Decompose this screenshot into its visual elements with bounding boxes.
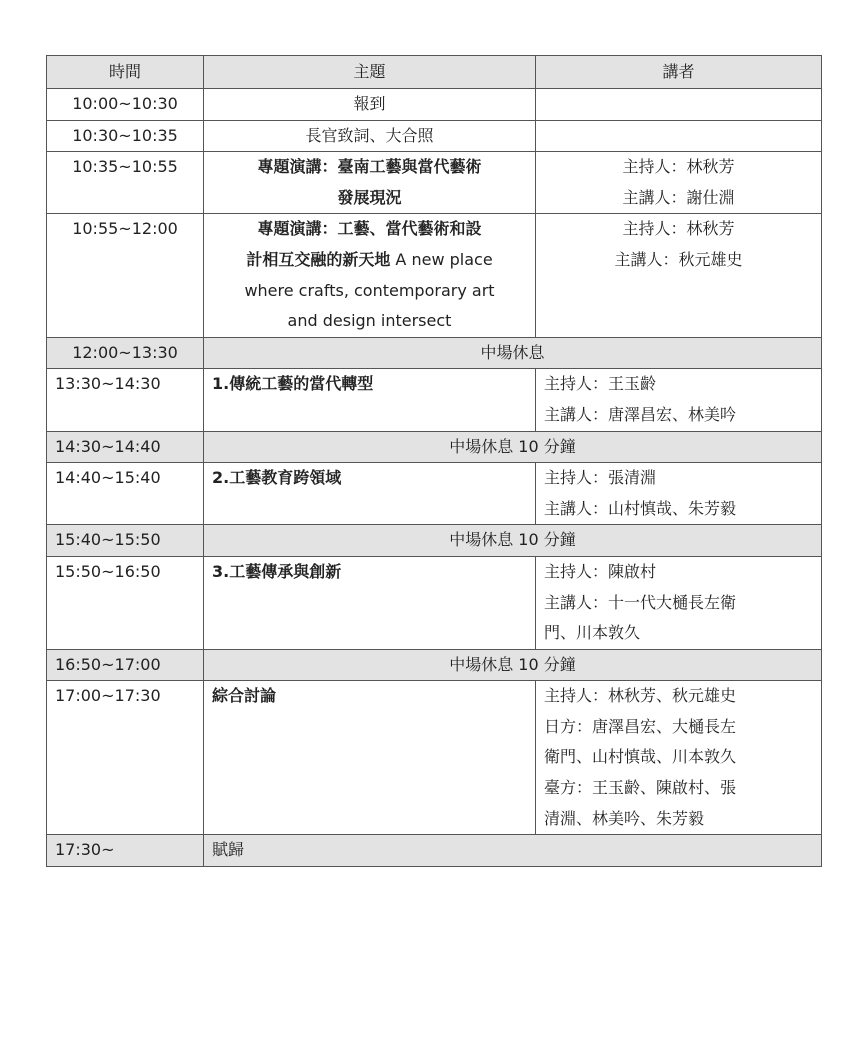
topic-cell (204, 369, 536, 431)
host-line: 主持人：林秋芳 (622, 157, 735, 177)
break-row (47, 649, 822, 681)
topic-line: 3.工藝傳承與創新 (212, 561, 342, 581)
speaker-line: 主講人：唐澤昌宏、林美吟 (544, 404, 737, 424)
time-cell: 17:00~17:30 (47, 681, 204, 835)
time-cell: 14:40~15:40 (47, 463, 204, 525)
break-row (47, 525, 822, 557)
speaker-line: 主講人：山村慎哉、朱芳毅 (544, 498, 737, 518)
host-line: 主持人：王玉齡 (544, 374, 657, 394)
speaker-line: 衛門、山村慎哉、川本敦久 (544, 747, 737, 767)
topic-cell (204, 89, 536, 121)
break-cell: 中場休息 10 分鐘 (204, 431, 822, 463)
topic-line: 發展現況 (337, 187, 402, 207)
break-cell: 中場休息 (204, 337, 822, 369)
break-row (47, 337, 822, 369)
host-line: 主持人：林秋芳、秋元雄史 (544, 686, 737, 706)
speaker-cell (536, 556, 822, 649)
host-line: 主持人：林秋芳 (622, 219, 735, 239)
topic-line: 1.傳統工藝的當代轉型 (212, 374, 374, 394)
topic-line: 長官致詞、大合照 (305, 125, 434, 145)
table-row (47, 369, 822, 431)
speaker-line: 主講人：謝仕淵 (622, 187, 735, 207)
header-speaker: 講者 (536, 56, 822, 89)
topic-cell (204, 152, 536, 214)
table-row (47, 556, 822, 649)
topic-line: where crafts, contemporary art (244, 280, 495, 300)
topic-line-bold: 計相互交融的新天地 (246, 249, 391, 269)
speaker-line: 清淵、林美吟、朱芳毅 (544, 808, 705, 828)
break-cell: 中場休息 10 分鐘 (204, 649, 822, 681)
speaker-cell (536, 120, 822, 152)
table-row (47, 120, 822, 152)
topic-line (212, 245, 527, 276)
topic-line: and design intersect (287, 311, 452, 331)
schedule-table (46, 55, 822, 867)
speaker-line: 主講人：十一代大樋長左衛 (544, 592, 737, 612)
speaker-line: 日方：唐澤昌宏、大樋長左 (544, 716, 737, 736)
topic-cell (204, 463, 536, 525)
header-topic: 主題 (204, 56, 536, 89)
time-cell: 10:35~10:55 (47, 152, 204, 214)
speaker-cell (536, 89, 822, 121)
time-cell: 15:40~15:50 (47, 525, 204, 557)
topic-cell (204, 120, 536, 152)
host-line: 主持人：張清淵 (544, 468, 657, 488)
table-row (47, 681, 822, 835)
end-cell: 賦歸 (204, 835, 822, 867)
topic-line-english: A new place (390, 249, 493, 269)
topic-cell (204, 214, 536, 337)
time-cell: 10:00~10:30 (47, 89, 204, 121)
time-cell: 15:50~16:50 (47, 556, 204, 649)
time-cell: 17:30~ (47, 835, 204, 867)
break-row (47, 431, 822, 463)
time-cell: 12:00~13:30 (47, 337, 204, 369)
topic-line: 專題演講：工藝、當代藝術和設 (257, 219, 482, 239)
topic-line: 報到 (353, 94, 386, 113)
speaker-cell (536, 463, 822, 525)
table-row (47, 214, 822, 337)
table-row (47, 152, 822, 214)
speaker-line: 門、川本敦久 (544, 623, 641, 643)
speaker-cell (536, 369, 822, 431)
speaker-line: 臺方：王玉齡、陳啟村、張 (544, 778, 737, 798)
topic-line: 綜合討論 (212, 686, 277, 706)
time-cell: 14:30~14:40 (47, 431, 204, 463)
speaker-cell (536, 152, 822, 214)
speaker-line: 主講人：秋元雄史 (614, 249, 743, 269)
header-time: 時間 (47, 56, 204, 89)
table-row (47, 463, 822, 525)
topic-line: 2.工藝教育跨領域 (212, 468, 342, 488)
host-line: 主持人：陳啟村 (544, 561, 657, 581)
speaker-cell (536, 681, 822, 835)
break-cell: 中場休息 10 分鐘 (204, 525, 822, 557)
time-cell: 13:30~14:30 (47, 369, 204, 431)
end-row (47, 835, 822, 867)
table-header-row (47, 56, 822, 89)
topic-cell (204, 556, 536, 649)
topic-line: 專題演講：臺南工藝與當代藝術 (257, 157, 482, 177)
topic-cell (204, 681, 536, 835)
time-cell: 10:30~10:35 (47, 120, 204, 152)
speaker-cell (536, 214, 822, 337)
time-cell: 10:55~12:00 (47, 214, 204, 337)
table-row (47, 89, 822, 121)
time-cell: 16:50~17:00 (47, 649, 204, 681)
